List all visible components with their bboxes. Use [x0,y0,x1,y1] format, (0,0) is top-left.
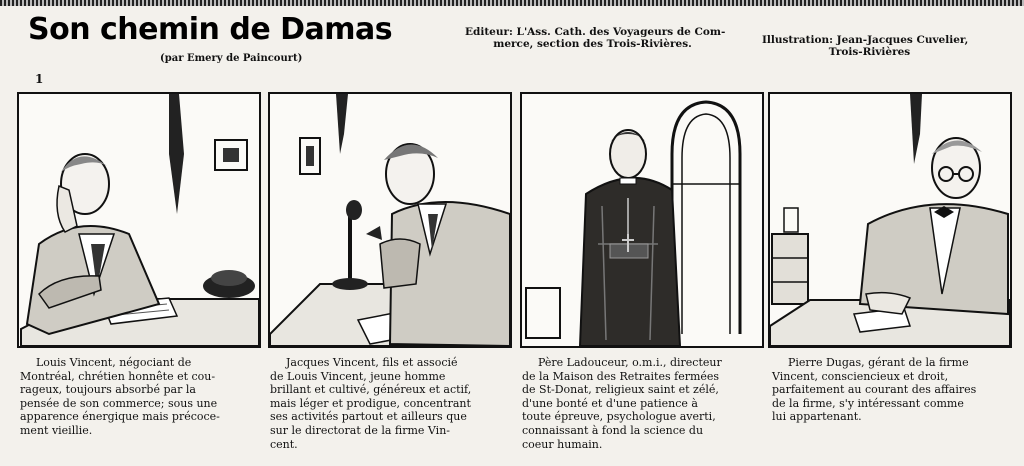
caption-line: Père Ladouceur, o.m.i., directeur [538,356,722,369]
caption-line: mais léger et prodigue, concentrant [270,396,471,410]
file-cabinet-icon [772,234,808,304]
caption-line: Pierre Dugas, gérant de la firme [788,356,969,369]
strip-title: Son chemin de Damas [28,12,393,47]
editor-line-1: Editeur: L'Ass. Cath. des Voyageurs de Com- [465,26,726,38]
panel-1 [17,92,261,348]
caption-line: Jacques Vincent, fils et associé [286,356,458,369]
caption-line: de Louis Vincent, jeune homme [270,369,446,383]
caption-line: connaissant à fond la science du [522,423,704,437]
caption-pere-ladouceur [522,356,765,451]
caption-line: apparence énergique mais précoce- [20,410,220,424]
caption-jacques-vincent [270,356,513,451]
caption-line: Vincent, consciencieux et droit, [772,369,949,383]
editor-credit [465,26,730,50]
caption-line: Louis Vincent, négociant de [36,356,192,369]
strip-number: 1 [35,72,44,86]
caption-line: ment vieillie. [20,423,93,437]
top-rule [0,0,1024,6]
caption-line: sur le directorat de la firme Vin- [270,423,450,437]
panel-3 [520,92,764,348]
caption-line: brillant et cultivé, généreux et actif, [270,383,472,397]
panel-1-illustration [19,94,259,346]
panel-4 [768,92,1012,348]
caption-line: Montréal, chrétien honnête et cou- [20,369,216,383]
editor-line-2: merce, section des Trois-Rivières. [493,38,692,50]
caption-line: d'une bonté et d'une patience à [522,396,698,410]
panel-3-illustration [522,94,762,346]
caption-line: de la Maison des Retraites fermées [522,369,720,383]
illustration-line-1: Illustration: Jean-Jacques Cuvelier, [762,34,969,46]
caption-line: lui appartenant. [772,410,862,424]
caption-louis-vincent [20,356,263,438]
caption-line: rageux, toujours absorbé par la [20,383,196,397]
caption-pierre-dugas [772,356,1008,424]
caption-line: toute épreuve, psychologue averti, [522,410,716,424]
illustration-line-2: Trois-Rivières [828,46,911,58]
caption-line: cent. [270,437,298,451]
panel-2 [268,92,512,348]
caption-line: ses activités partout et ailleurs que [270,410,467,424]
caption-line: de St-Donat, religieux saint et zélé, [522,383,719,397]
panel-2-illustration [270,94,510,346]
caption-line: parfaitement au courant des affaires [772,383,977,397]
caption-line: de la firme, s'y intéressant comme [772,396,964,410]
caption-line: pensée de son commerce; sous une [20,396,218,410]
author-credit: (par Emery de Paincourt) [160,53,303,64]
caption-line: coeur humain. [522,437,603,451]
panel-4-illustration [770,94,1010,346]
illustration-credit [762,34,977,58]
